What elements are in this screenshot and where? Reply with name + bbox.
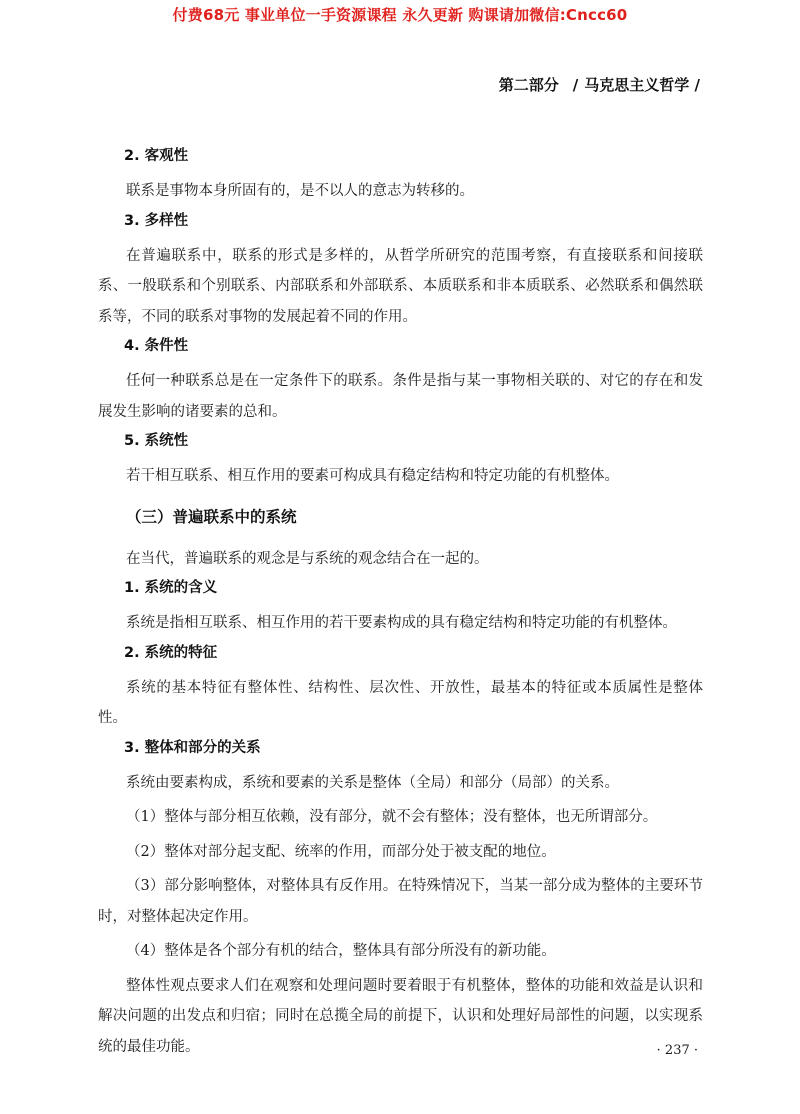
- paragraph-system-intro: 在当代，普遍联系的观念是与系统的观念结合在一起的。: [126, 550, 489, 567]
- list-item: （1）整体与部分相互依赖，没有部分，就不会有整体；没有整体，也无所谓部分。: [126, 809, 658, 825]
- list-item: （2）整体对部分起支配、统率的作用，而部分处于被支配的地位。: [126, 843, 556, 860]
- section-title-system: （三）普遍联系中的系统: [126, 507, 297, 526]
- page-number: · 237 ·: [656, 1043, 698, 1058]
- list-item: （3）部分影响整体，对整体具有反作用。在特殊情况下，当某一部分成为整体的主要环节时，对整体起决定作用。: [98, 878, 703, 925]
- list-item: （4）整体是各个部分有机的结合，整体具有部分所没有的新功能。: [126, 943, 556, 959]
- header-chapter: 马克思主义哲学: [584, 76, 690, 94]
- heading-system-meaning: 1. 系统的含义: [124, 580, 218, 596]
- header-separator: /: [572, 76, 579, 94]
- paragraph-diversity: 在普遍联系中，联系的形式是多样的，从哲学所研究的范围考察，有直接联系和间接联系、一般联系和个别联系、内部联系和外部联系、本质联系和非本质联系、必然联系和偶然联系等，不同的联系对事物的发展起着不同的作用。: [98, 247, 703, 325]
- heading-systematicity: 5. 系统性: [124, 433, 189, 449]
- heading-diversity: 3. 多样性: [124, 212, 189, 229]
- paragraph-conclusion: 整体性观点要求人们在观察和处理问题时要着眼于有机整体，整体的功能和效益是认识和解决问题的出发点和归宿；同时在总揽全局的前提下，认识和处理好局部性的问题，以实现系统的最佳功能。: [98, 977, 703, 1055]
- page-body: [98, 146, 703, 1066]
- paragraph-conditionality: 任何一种联系总是在一定条件下的联系。条件是指与某一事物相关联的、对它的存在和发展发生影响的诸要素的总和。: [98, 373, 703, 420]
- heading-system-features: 2. 系统的特征: [124, 644, 218, 661]
- paragraph-system-meaning: 系统是指相互联系、相互作用的若干要素构成的具有稳定结构和特定功能的有机整体。: [126, 615, 677, 631]
- running-header: [499, 74, 700, 95]
- heading-whole-part: 3. 整体和部分的关系: [124, 739, 261, 756]
- header-part: 第二部分: [498, 76, 559, 94]
- heading-conditionality: 4. 条件性: [124, 338, 189, 354]
- watermark-banner: 付费68元 事业单位一手资源课程 永久更新 购课请加微信:Cncc60: [172, 6, 628, 24]
- paragraph-system-features: 系统的基本特征有整体性、结构性、层次性、开放性，最基本的特征或本质属性是整体性。: [98, 679, 703, 726]
- paragraph-objectivity: 联系是事物本身所固有的，是不以人的意志为转移的。: [126, 183, 474, 199]
- header-trailing-separator: /: [694, 76, 700, 94]
- paragraph-systematicity: 若干相互联系、相互作用的要素可构成具有稳定结构和特定功能的有机整体。: [126, 468, 619, 484]
- paragraph-whole-part-intro: 系统由要素构成，系统和要素的关系是整体（全局）和部分（局部）的关系。: [126, 774, 619, 791]
- heading-objectivity: 2. 客观性: [124, 148, 189, 164]
